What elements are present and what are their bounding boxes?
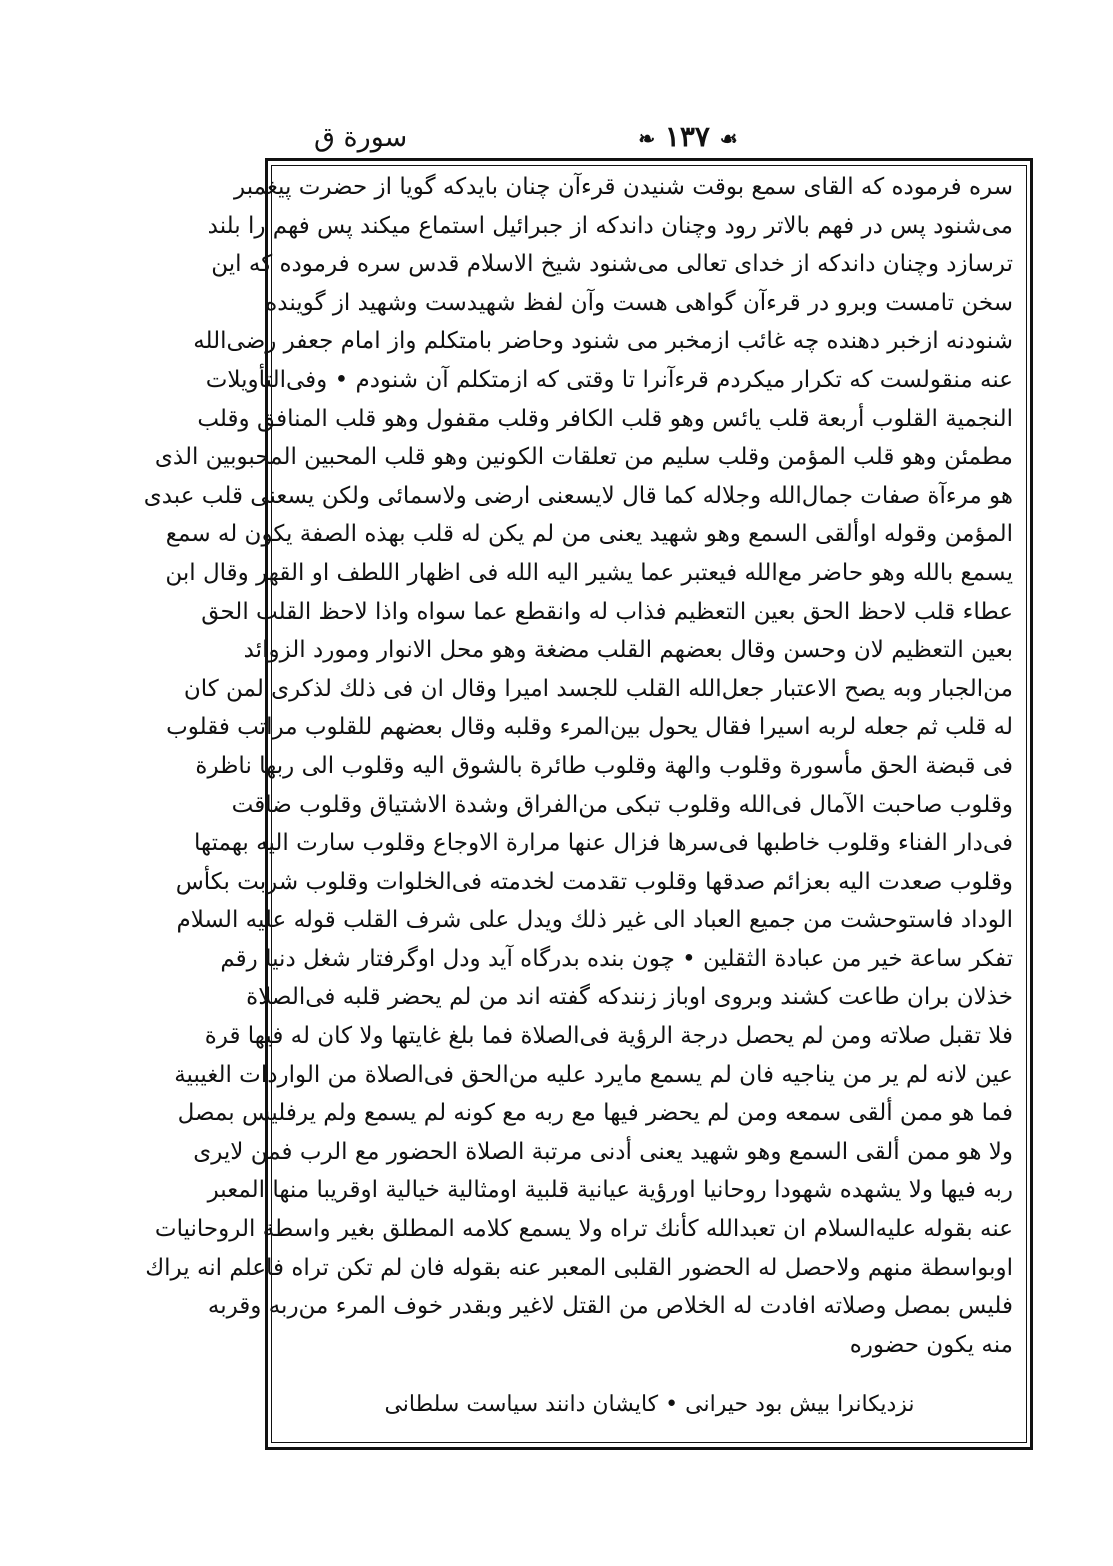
text-line: عین لانه لم یر من یناجیه فان لم یسمع مایرد علیه من‌الحق فی‌الصلاة من الواردات الغیبیة	[174, 1061, 1013, 1088]
text-line: النجمیة القلوب أربعة قلب یائس وهو قلب الكافر وقلب مقفول وهو قلب المنافق وقلب	[197, 405, 1013, 432]
text-line: من‌الجبار وبه یصح الاعتبار جعل‌الله القلب للجسد امیرا وقال ان فی ذلك لذكری لمن كان	[183, 675, 1013, 702]
surah-title: سورة ق	[314, 122, 408, 153]
text-line: سره فرموده كه القای سمع بوقت شنیدن قرءآن چنان بایدكه گویا از حضرت پیغمبر	[234, 174, 1013, 200]
text-line: فی‌دار الفناء وقلوب خاطبها فی‌سرها فزال عنها مرارة الاوجاع وقلوب سارت الیه بهمتها	[193, 830, 1013, 857]
text-line: فما هو ممن ألقی سمعه ومن لم یحضر فیها مع ربه مع كونه لم یسمع ولم یرفلیس بمصل	[177, 1100, 1013, 1127]
footer-verse: نزدیكانرا بیش بود حیرانی • كایشان دانند سیاست سلطانی	[384, 1392, 915, 1417]
page-number-block	[608, 120, 768, 153]
text-line: له قلب ثم جعله لربه اسیرا فقال یحول بین‌المرء وقلبه وقال بعضهم للقلوب مراتب فقلوب	[166, 714, 1013, 741]
text-line: ولا هو ممن ألقی السمع وهو شهید یعنی أدنی مرتبة الصلاة الحضور مع الرب فمن لایری	[193, 1138, 1013, 1165]
text-line: وقلوب صعدت الیه بعزائم صدقها وقلوب تقدمت لخدمته فی‌الخلوات وقلوب شربت بكأس	[175, 868, 1013, 895]
text-line: المؤمن وقوله اوألقی السمع وهو شهید یعنی من لم یكن له قلب بهذه الصفة یكون له سمع	[165, 521, 1013, 548]
text-line: هو مرءآة صفات جمال‌الله وجلاله كما قال لایسعنی ارضی ولاسمائی ولكن یسعنی قلب عبدی	[143, 482, 1013, 509]
main-text	[143, 168, 1013, 1364]
page-header	[268, 118, 1028, 158]
ornament-left-icon: ❧	[638, 126, 656, 151]
text-line: وقلوب صاحبت الآمال فی‌الله وقلوب تبكی من‌الفراق وشدة الاشتیاق وقلوب ضاقت	[231, 791, 1013, 818]
text-line: یسمع بالله وهو حاضر مع‌الله فیعتبر عما یشیر الیه الله فی اظهار اللطف او القهر وقال ابن	[165, 559, 1013, 586]
text-line: فلا تقبل صلاته ومن لم یحصل درجة الرؤیة فی‌الصلاة فما بلغ غایتها ولا كان له فیها قرة	[204, 1023, 1013, 1050]
text-line: عنه منقولست كه تكرار میكردم قرءآنرا تا وقتی كه ازمتكلم آن شنودم • وفی‌التأویلات	[205, 366, 1013, 393]
ornament-right-icon: ☙	[719, 126, 738, 151]
text-line: سخن تامست وبرو در قرءآن گواهی هست وآن لفظ شهیدست وشهید از گوینده	[265, 289, 1013, 316]
text-line: می‌شنود پس در فهم بالاتر رود وچنان داندكه از جبرائیل استماع میكند پس فهم را بلند	[207, 212, 1013, 239]
text-line: عنه بقوله علیه‌السلام ان تعبدالله كأنك تراه ولا یسمع كلامه المطلق بغیر واسطة الروحانیات	[154, 1216, 1013, 1243]
text-line: ترسازد وچنان داندكه از خدای تعالی می‌شنود شیخ الاسلام قدس سره فرموده كه این	[211, 251, 1013, 278]
text-line: ربه فیها ولا یشهده شهودا روحانیا اورؤیة عیانیة قلبیة اومثالیة خیالیة اوقریبا منها المعبر	[207, 1177, 1013, 1204]
text-line: خذلان بران طاعت كشند وبروی اوباز زنندكه گفته اند من لم یحضر قلبه فی‌الصلاة	[246, 984, 1013, 1011]
text-line: فی قبضة الحق مأسورة وقلوب والهة وقلوب طائرة بالشوق الیه وقلوب الی ربها ناظرة	[195, 752, 1013, 779]
text-line: منه یكون حضوره	[849, 1331, 1013, 1358]
text-line: تفكر ساعة خیر من عبادة الثقلین • چون بنده بدرگاه آید ودل اوگرفتار شغل دنیا رقم	[220, 945, 1013, 972]
text-line: عطاء قلب لاحظ الحق بعین التعظیم فذاب له وانقطع عما سواه واذا لاحظ القلب الحق	[201, 598, 1013, 625]
text-line: اوبواسطة منهم ولاحصل له الحضور القلبی المعبر عنه بقوله فان لم تكن تراه فاعلم انه یراك	[145, 1254, 1013, 1281]
page-number: ١٣٧	[664, 120, 710, 153]
text-line: فلیس بمصل وصلاته افادت له الخلاص من القتل لاغیر وبقدر خوف المرء من‌ربه وقربه	[207, 1293, 1013, 1320]
text-line: الوداد فاستوحشت من جمیع العباد الی غیر ذلك ویدل علی شرف القلب قوله علیه السلام	[176, 907, 1013, 934]
text-line: شنودنه ازخبر دهنده چه غائب ازمخبر می شنود وحاضر بامتكلم واز امام جعفر رضی‌الله	[193, 328, 1013, 355]
text-line: مطمئن وهو قلب المؤمن وقلب سلیم من تعلقات الكونین وهو قلب المحبین المحبوبین الذی	[154, 444, 1013, 471]
text-line: بعین التعظیم لان وحسن وقال بعضهم القلب مضغة وهو محل الانوار ومورد الزوائد	[243, 637, 1013, 664]
